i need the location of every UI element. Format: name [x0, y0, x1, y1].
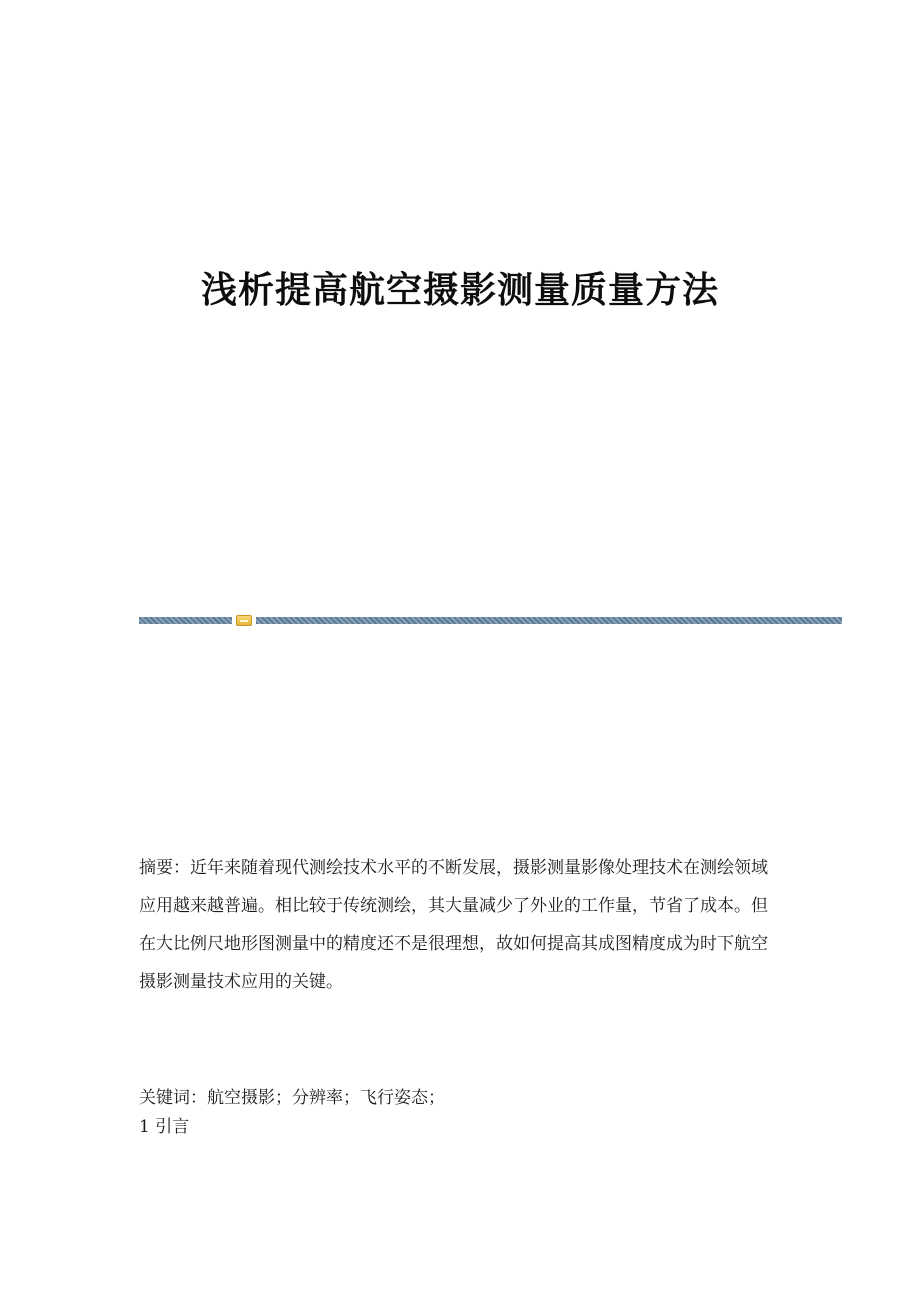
document-badge-icon [236, 615, 252, 626]
abstract-label: 摘要： [139, 858, 190, 878]
abstract-paragraph [139, 849, 779, 1001]
divider-bar-right [256, 617, 842, 624]
section-heading: 1 引言 [139, 1117, 190, 1137]
keywords-label: 关键词： [139, 1088, 207, 1108]
keywords-text: 航空摄影；分辨率；飞行姿态； [207, 1088, 445, 1108]
title-divider [139, 615, 842, 625]
divider-bar-left [139, 617, 232, 624]
abstract-text: 近年来随着现代测绘技术水平的不断发展，摄影测量影像处理技术在测绘领域应用越来越普遍。相比较于传统测绘，其大量减少了外业的工作量，节省了成本。但在大比例尺地形图测量中的精度还不是很理想，故如何提高其成图精度成为时下航空摄影测量技术应用的关键。 [139, 858, 768, 992]
document-title: 浅析提高航空摄影测量质量方法 [200, 269, 719, 311]
